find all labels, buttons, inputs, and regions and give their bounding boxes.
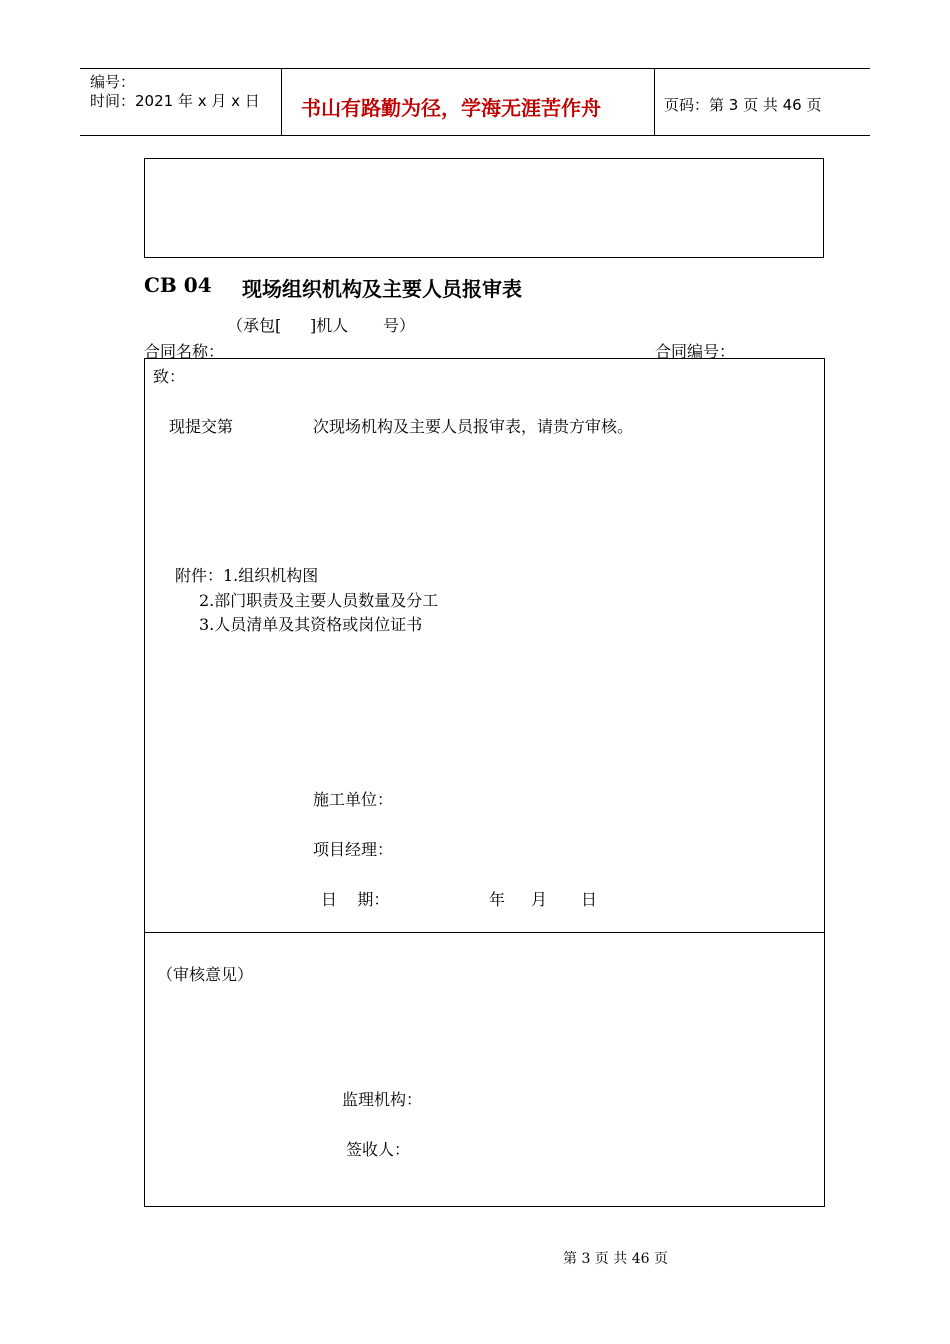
header-bottom-rule [80,135,870,136]
page-indicator: 页码：第 3 页 共 46 页 [664,96,822,114]
supervisor-label: 监理机构： [342,1090,423,1109]
year-label: 年 [489,890,506,909]
attachment-item-2: 2.部门职责及主要人员数量及分工 [199,591,439,610]
blank-box [144,158,824,258]
project-manager-label: 项目经理： [313,840,394,859]
signee-label: 签收人： [346,1140,411,1159]
date-label: 日 期： [321,890,390,909]
header-divider-right [654,68,655,135]
motto: 书山有路勤为径，学海无涯苦作舟 [301,96,601,120]
header-divider-left [281,68,282,135]
header-top-rule [80,68,870,69]
footer-page-number: 第 3 页 共 46 页 [563,1251,668,1267]
submission-box [144,358,825,933]
subtitle-suffix: 号） [383,316,416,335]
review-label: （审核意见） [157,965,254,984]
submit-prefix: 现提交第 [169,417,234,436]
day-label: 日 [581,890,598,909]
submit-suffix: 次现场机构及主要人员报审表，请贵方审核。 [313,417,634,436]
form-code: CB 04 [144,273,212,297]
attachments-label: 附件：1.组织机构图 [175,566,319,585]
month-label: 月 [531,890,548,909]
subtitle-mid: ]机人 [310,316,349,335]
construction-unit-label: 施工单位： [313,790,394,809]
form-title: 现场组织机构及主要人员报审表 [242,277,522,301]
time-label: 时间：2021 年 x 月 x 日 [90,92,260,110]
subtitle-prefix: （承包[ [227,316,282,335]
contract-name-label: 合同名称： [144,342,225,361]
to-label: 致： [153,367,186,386]
doc-number-label: 编号： [90,73,136,91]
attachment-item-3: 3.人员清单及其资格或岗位证书 [199,615,423,634]
contract-number-label: 合同编号： [655,342,736,361]
